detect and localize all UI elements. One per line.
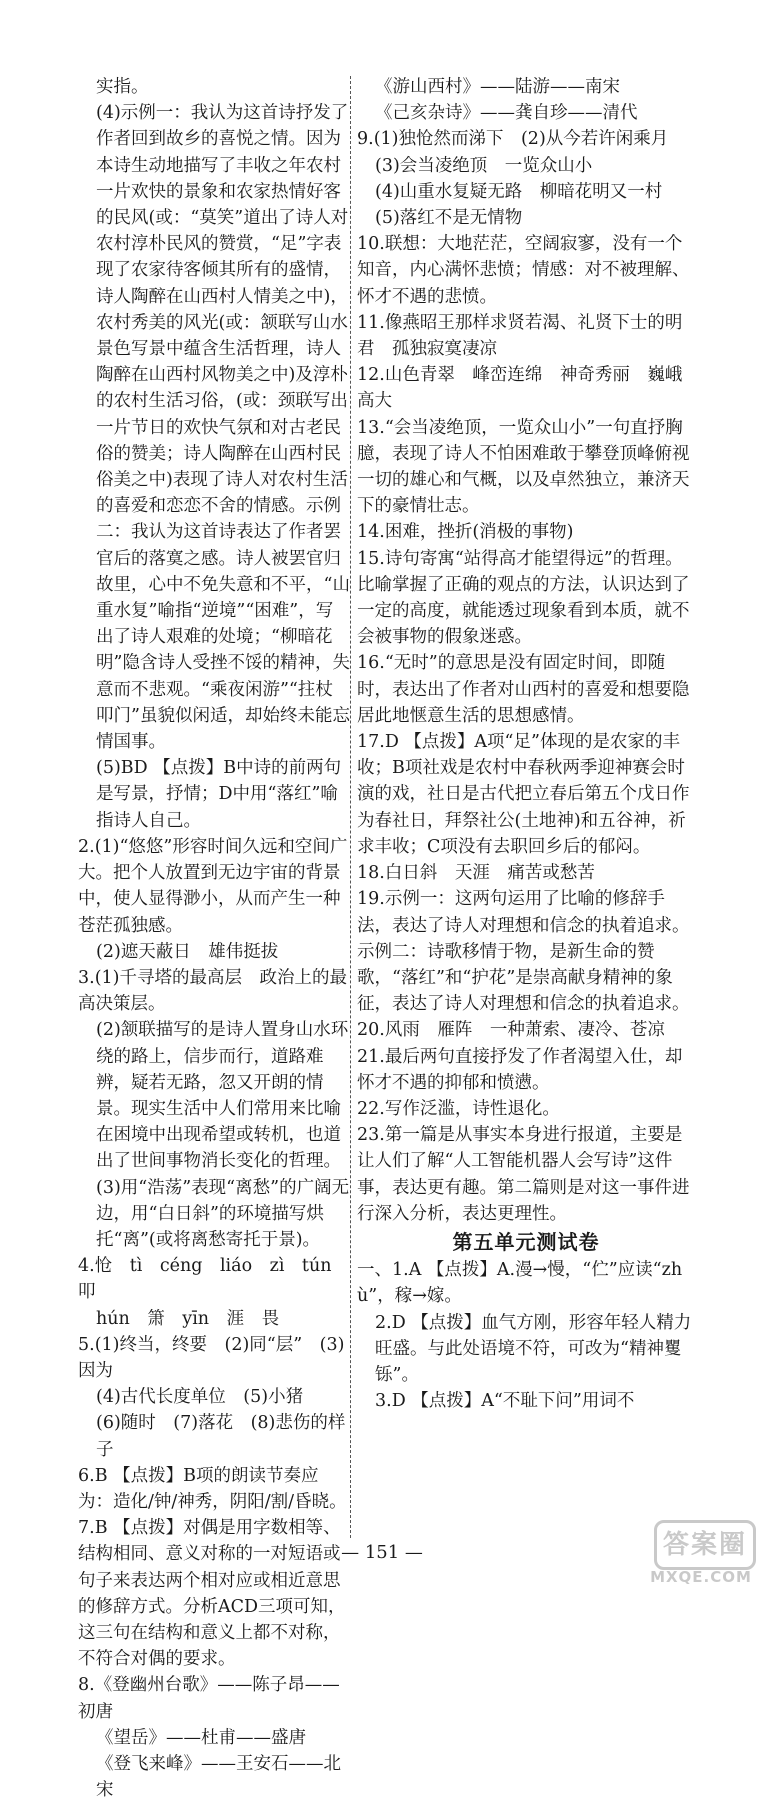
answer-item: 12.山色青翠 峰峦连绵 神奇秀丽 巍峨高大 — [357, 365, 683, 412]
answer-item: 22.写作泛滥，诗性退化。 — [357, 1098, 560, 1119]
answer-item: 14.困难，挫折(消极的事物) — [357, 522, 574, 543]
answer-item: 2.D 【点拨】血气方刚，形容年轻人精力旺盛。与此处语境不符，可改为“精神矍铄”。 — [375, 1312, 692, 1385]
answer-item: (6)随时 (7)落花 (8)悲伤的样子 — [96, 1413, 346, 1460]
answer-item: (5)落红不是无情物 — [375, 208, 523, 229]
watermark — [648, 1518, 754, 1590]
answer-item: (4)示例一：我认为这首诗抒发了作者回到故乡的喜悦之情。因为本诗生动地描写了丰收之年农村一片欢快的景象和农家热情好客的民风(或：“莫笑”道出了诗人对农村淳朴民风的赞赏，“足”字表现了农家待客倾其所有的盛情，诗人陶醉在山西村人情美之中)，农村秀美的风光(或：颔联写山水景色写景中蕴含生活哲理，诗人陶醉在山西村风物美之中)及淳朴的农村生活习俗，(或：颈联写出一片节日的欢快气氛和对古老民俗的赞美；诗人陶醉在山西村民俗美之中)表现了诗人对农村生活的喜爱和恋恋不舍的情感。示例二：我认为这首诗表达了作者罢官后的落寞之感。诗人被罢官归故里，心中不免失意和不平，“山重水复”喻指“逆境”“困难”，写出了诗人艰难的处境；“柳暗花明”隐含诗人受挫不馁的精神，失意而不悲观。“乘夜闲游”“拄杖叩门”虽貌似闲适，却始终未能忘情国事。 — [96, 103, 350, 753]
answer-item: 5.(1)终当，终要 (2)同“层” (3)因为 — [78, 1334, 345, 1381]
answer-item: 6.B 【点拨】B项的朗读节奏应为：造化/钟/神秀，阴阳/割/昏晓。 — [78, 1465, 347, 1512]
answer-item: 15.诗句寄寓“站得高才能望得远”的哲理。比喻掌握了正确的观点的方法，认识达到了一定的高度，就能透过现象看到本质，就不会被事物的假象迷惑。 — [357, 548, 690, 648]
answer-item: (4)山重水复疑无路 柳暗花明又一村 — [375, 181, 663, 202]
answer-item: 一、1.A 【点拨】A.漫→慢，“伫”应读“zhù”，稼→嫁。 — [357, 1260, 683, 1307]
answer-item: 16.“无时”的意思是没有固定时间，即随时，表达出了作者对山西村的喜爱和想要隐居此地惬意生活的思想感情。 — [357, 653, 690, 726]
pinyin-line: 4.怆 tì céng liáo zì tún 叩 — [78, 1256, 350, 1303]
answer-item: 2.(1)“悠悠”形容时间久远和空间广大。把个人放置到无边宇宙的背景中，使人显得渺小，从而产生一种苍茫孤独感。 — [78, 836, 348, 936]
answer-item: 《己亥杂诗》——龚自珍——清代 — [375, 103, 638, 124]
answer-item: 3.(1)千寻塔的最高层 政治上的最高决策层。 — [78, 967, 347, 1015]
answer-item: 23.第一篇是从事实本身进行报道，主要是让人们了解“人工智能机器人会写诗”这件事，表达更有趣。第二篇则是对这一事件进行深入分析，表达更理性。 — [357, 1125, 690, 1224]
watermark-logo: 答案圈 — [654, 1520, 756, 1570]
answer-item: 19.示例一：这两句运用了比喻的修辞手法，表达了诗人对理想和信念的执着追求。示例二：诗歌移情于物，是新生命的赞歌，“落红”和“护花”是崇高献身精神的象征，表达了诗人对理想和信念的执着追求。 — [357, 889, 690, 1015]
answer-item: 《登飞来峰》——王安石——北宋 — [96, 1754, 341, 1801]
answer-item: 13.“会当凌绝顶，一览众山小”一句直抒胸臆，表现了诗人不怕困难敢于攀登顶峰俯视一切的雄心和气概，以及卓然独立，兼济天下的豪情壮志。 — [357, 417, 690, 517]
right-column — [357, 74, 695, 1414]
column-divider — [350, 76, 351, 1538]
page-number: — 151 — — [341, 1542, 423, 1563]
answer-item: (2)颔联描写的是诗人置身山水环绕的路上，信步而行，道路难辨，疑若无路，忽又开朗的情景。现实生活中人们常用来比喻在困境中出现希望或转机，也道出了世间事物消长变化的哲理。 — [96, 1020, 349, 1172]
answer-item: 《游山西村》——陆游——南宋 — [375, 77, 620, 97]
answer-item: 20.风雨 雁阵 一种萧索、凄冷、苍凉 — [357, 1020, 665, 1041]
section-heading: 第五单元测试卷 — [452, 1229, 600, 1254]
answer-item: 18.白日斜 天涯 痛苦或愁苦 — [357, 863, 595, 884]
answer-item: 11.像燕昭王那样求贤若渴、礼贤下士的明君 孤独寂寞凄凉 — [357, 312, 683, 360]
answer-item: 10.联想：大地茫茫，空阔寂寥，没有一个知音，内心满怀悲愤；情感：对不被理解、怀才不遇的悲愤。 — [357, 234, 690, 307]
answer-item: 21.最后两句直接抒发了作者渴望入仕，却怀才不遇的抑郁和愤懑。 — [357, 1046, 683, 1093]
answer-item: (3)用“浩荡”表现“离愁”的广阔无边，用“白日斜”的环境描写烘托“离”(或将离愁寄托于景)。 — [96, 1177, 350, 1250]
answer-item: 8.《登幽州台歌》——陈子昂——初唐 — [78, 1675, 340, 1722]
answer-item: (4)古代长度单位 (5)小猪 — [96, 1387, 304, 1408]
answer-item: 3.D 【点拨】A“不耻下问”用词不 — [375, 1391, 635, 1412]
answer-item: 《望岳》——杜甫——盛唐 — [96, 1727, 306, 1748]
answer-item: 7.B 【点拨】对偶是用字数相等、结构相同、意义对称的一对短语或句子来表达两个相对应或相近意思的修辞方式。分析ACD三项可知，这三句在结构和意义上都不对称，不符合对偶的要求。 — [78, 1518, 346, 1670]
watermark-url: MXQE.COM — [650, 1568, 752, 1586]
answer-text: 实指。 — [96, 77, 149, 97]
pinyin-line: hún 箫 yīn 涯 畏 — [96, 1308, 280, 1329]
answer-item: (3)会当凌绝顶 一览众山小 — [375, 155, 593, 176]
answer-item: 17.D 【点拨】A项“足”体现的是农家的丰收；B项社戏是农村中春秋两季迎神赛会时演的戏，社日是古代把立春后第五个戊日作为春社日，拜祭社公(土地神)和五谷神，祈求丰收；C项没有去职回乡后的郁闷。 — [357, 732, 690, 857]
answer-item: (5)BD 【点拨】B中诗的前两句是写景，抒情；D中用“落红”喻指诗人自己。 — [96, 758, 342, 831]
answer-item: 9.(1)独怆然而涕下 (2)从今若许闲乘月 — [357, 129, 669, 150]
answer-item: (2)遮天蔽日 雄伟挺拔 — [96, 941, 279, 962]
